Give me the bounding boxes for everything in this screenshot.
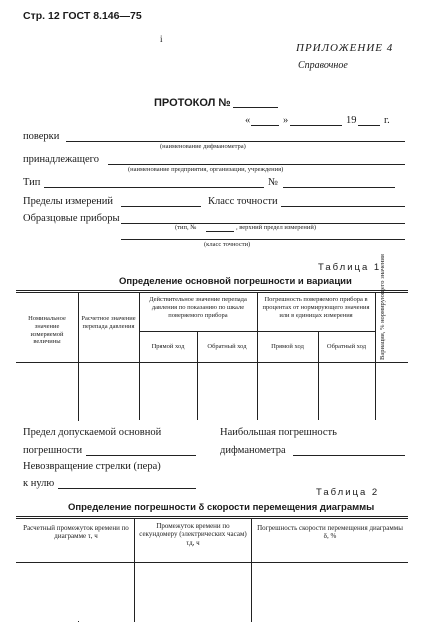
table2-col-speed: Погрешность скорости перемещения диаграммы δ, % [257, 524, 403, 541]
table1-col-calc: Расчетное значение перепада давления [81, 315, 136, 330]
verification-hint: (наименование дифманометра) [160, 143, 246, 150]
table2-title: Определение погрешности δ скорости перемещения диаграммы [68, 502, 375, 513]
table2-col-interval: Расчетный промежуток времени по диаграмме τ, ч [23, 524, 129, 541]
table1-col-nominal: Номинальное значение измеряемой величины [28, 315, 66, 346]
table1-forward-2: Прямой ход [271, 343, 304, 350]
accuracy-class-line[interactable] [281, 206, 405, 207]
page-header: Стр. 12 ГОСТ 8.146—75 [23, 10, 142, 22]
reference-hint-a: (тип, № [175, 224, 197, 231]
stray-mark: і [160, 34, 163, 44]
table1-forward-1: Прямой ход [151, 343, 185, 350]
verification-line[interactable] [66, 141, 405, 142]
pointer-label-2: к нулю [23, 478, 55, 489]
table1-title: Определение основной погрешности и вариации [119, 276, 352, 287]
pointer-label-1: Невозвращение стрелки (пера) [23, 461, 161, 472]
table1-col-variation: Вариация, % нормирующего значения [379, 254, 386, 360]
date-month-line[interactable] [290, 125, 342, 126]
accuracy-class-label: Класс точности [208, 196, 278, 207]
reference-hint-b: , верхний предел измерений) [236, 224, 317, 231]
date-close-quote: » [283, 115, 289, 126]
date-year-line[interactable] [358, 125, 380, 126]
belonging-label: принадлежащего [23, 154, 99, 165]
table1-col-error: Погрешность поверяемого прибора в процентах от нормирующего значения или в единицах измерения [262, 296, 370, 319]
date-year-suffix: г. [384, 115, 390, 126]
allowed-error-label-1: Предел допускаемой основной [23, 427, 162, 438]
max-error-label-2: дифманометра [220, 445, 286, 456]
belonging-hint: (наименование предприятия, организации, учреждения) [128, 166, 284, 173]
table1-label: Таблица 1 [318, 262, 382, 273]
protocol-number-line[interactable] [233, 107, 278, 108]
appendix-subtitle: Справочное [298, 60, 348, 71]
number-line[interactable] [283, 187, 395, 188]
date-day-line[interactable] [251, 125, 279, 126]
table1-col-actual: Действительное значение перепада давления по показанию по шкале поверяемого прибора [149, 296, 247, 319]
appendix-title: ПРИЛОЖЕНИЕ 4 [296, 42, 394, 54]
max-error-line[interactable] [293, 455, 405, 456]
max-error-label-1: Наибольшая погрешность [220, 427, 337, 438]
number-label: № [268, 177, 279, 188]
reference-label: Образцовые приборы [23, 213, 120, 224]
belonging-line[interactable] [108, 164, 405, 165]
reference-hint-c: (класс точности) [204, 241, 251, 248]
limits-label: Пределы измерений [23, 196, 113, 207]
table1-reverse-1: Обратный ход [207, 343, 247, 350]
type-line[interactable] [44, 187, 264, 188]
verification-label: поверки [23, 131, 60, 142]
reference-number-line[interactable] [206, 231, 234, 232]
date-open-quote: « [245, 115, 251, 126]
allowed-error-line[interactable] [86, 455, 196, 456]
type-label: Тип [23, 177, 41, 188]
table1-reverse-2: Обратный ход [326, 343, 367, 350]
table2-col-stopwatch: Промежуток времени по секундомеру (электрических часам) τд, ч [139, 522, 247, 547]
reference-line-2[interactable] [121, 239, 405, 240]
date-year-prefix: 19 [346, 115, 357, 126]
pointer-line[interactable] [58, 488, 196, 489]
table2-label: Таблица 2 [316, 487, 380, 498]
limits-line[interactable] [121, 206, 201, 207]
protocol-title: ПРОТОКОЛ № [154, 97, 231, 109]
allowed-error-label-2: погрешности [23, 445, 83, 456]
